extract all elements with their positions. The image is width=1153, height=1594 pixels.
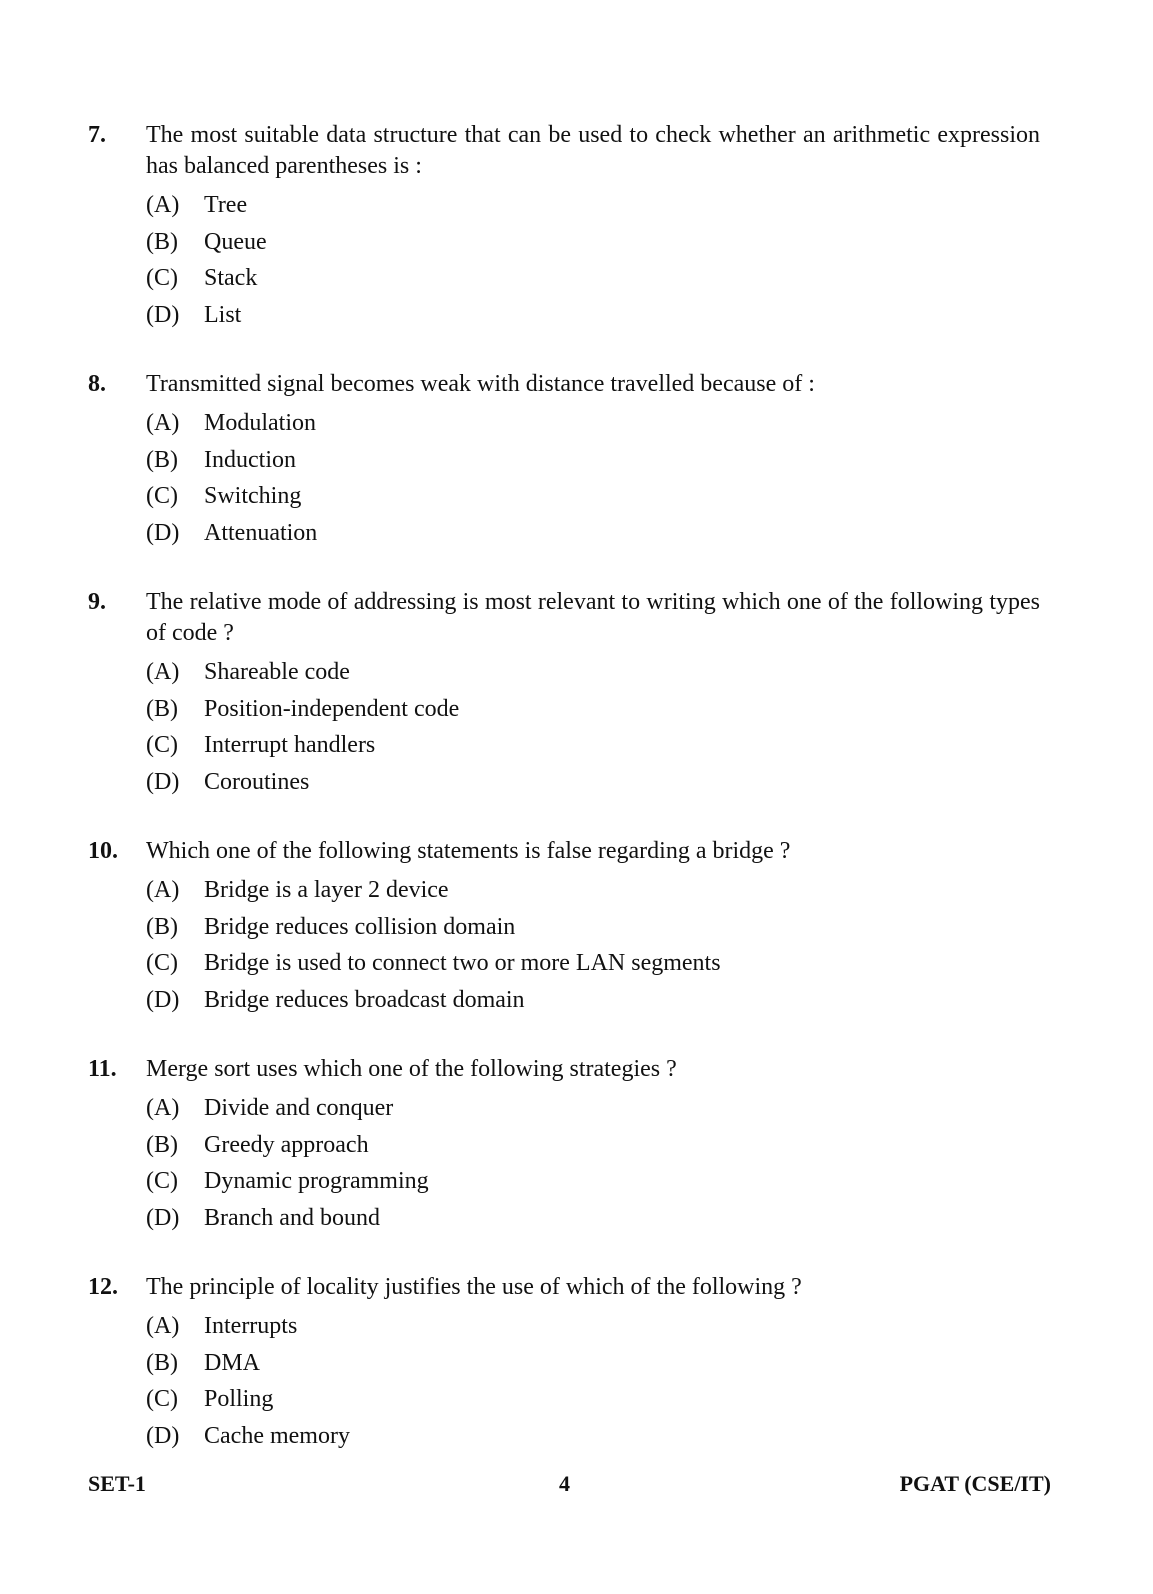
option-c <box>146 1163 1040 1200</box>
option-label: (D) <box>146 768 180 795</box>
option-label: (B) <box>146 228 178 255</box>
option-c <box>146 727 1040 764</box>
option-d <box>146 764 1040 801</box>
option-a <box>146 654 1040 691</box>
option-text: Interrupts <box>204 1313 298 1339</box>
option-label: (A) <box>146 410 180 436</box>
option-b <box>146 691 1040 728</box>
option-b <box>146 1345 1040 1382</box>
option-text: Stack <box>204 265 258 291</box>
footer-page-number: 4 <box>559 1471 570 1496</box>
option-text: Polling <box>204 1386 274 1412</box>
question-7 <box>88 120 1040 333</box>
option-label: (B) <box>146 1131 178 1158</box>
option-c <box>146 478 1040 515</box>
option-label: (C) <box>146 1386 178 1412</box>
option-label: (D) <box>146 519 180 546</box>
option-text: Branch and bound <box>204 1204 380 1231</box>
option-text: Position-independent code <box>204 695 460 722</box>
question-text: The relative mode of addressing is most relevant to writing which one of the following types of code ? <box>146 589 1040 646</box>
option-text: Dynamic programming <box>204 1168 429 1194</box>
option-label: (B) <box>146 446 178 473</box>
option-c <box>146 1381 1040 1418</box>
footer-exam-code: PGAT (CSE/IT) <box>899 1471 1051 1496</box>
option-label: (D) <box>146 301 180 328</box>
question-9 <box>88 587 1040 800</box>
option-text: Bridge reduces collision domain <box>204 913 516 940</box>
option-text: Divide and conquer <box>204 1095 394 1121</box>
option-list <box>146 187 1040 333</box>
option-label: (A) <box>146 1313 180 1339</box>
option-label: (A) <box>146 659 180 685</box>
option-a <box>146 187 1040 224</box>
option-label: (C) <box>146 950 178 976</box>
question-8 <box>88 369 1040 551</box>
option-label: (C) <box>146 265 178 291</box>
option-text: Bridge reduces broadcast domain <box>204 986 525 1013</box>
option-text: DMA <box>204 1349 261 1376</box>
option-label: (B) <box>146 1349 178 1376</box>
option-label: (A) <box>146 877 180 903</box>
option-list <box>146 1308 1040 1454</box>
question-text: Merge sort uses which one of the following strategies ? <box>146 1056 677 1082</box>
option-d <box>146 982 1040 1019</box>
option-text: Switching <box>204 483 302 509</box>
option-label: (C) <box>146 732 178 758</box>
option-text: Interrupt handlers <box>204 732 376 758</box>
option-label: (C) <box>146 1168 178 1194</box>
option-text: Induction <box>204 446 296 473</box>
option-d <box>146 1418 1040 1455</box>
option-label: (D) <box>146 1204 180 1231</box>
option-list <box>146 872 1040 1018</box>
question-number: 9. <box>88 589 106 615</box>
option-b <box>146 909 1040 946</box>
option-text: Cache memory <box>204 1422 350 1449</box>
option-a <box>146 1308 1040 1345</box>
option-label: (B) <box>146 913 178 940</box>
option-label: (D) <box>146 986 180 1013</box>
option-d <box>146 515 1040 552</box>
question-number: 8. <box>88 371 106 397</box>
option-list <box>146 1090 1040 1236</box>
option-d <box>146 297 1040 334</box>
question-text: The most suitable data structure that can be used to check whether an arithmetic expression has balanced parentheses is : <box>146 122 1040 179</box>
option-text: Bridge is a layer 2 device <box>204 877 449 903</box>
option-c <box>146 260 1040 297</box>
question-text: The principle of locality justifies the use of which of the following ? <box>146 1274 802 1300</box>
option-b <box>146 224 1040 261</box>
option-a <box>146 1090 1040 1127</box>
option-label: (A) <box>146 192 180 218</box>
option-b <box>146 1127 1040 1164</box>
question-10 <box>88 836 1040 1018</box>
option-text: List <box>204 301 242 328</box>
option-label: (C) <box>146 483 178 509</box>
option-list <box>146 654 1040 800</box>
question-12 <box>88 1272 1040 1454</box>
option-text: Attenuation <box>204 519 318 546</box>
option-label: (B) <box>146 695 178 722</box>
question-number: 7. <box>88 122 106 148</box>
option-text: Shareable code <box>204 659 350 685</box>
option-text: Queue <box>204 228 267 255</box>
option-text: Coroutines <box>204 768 310 795</box>
question-number: 11. <box>88 1056 117 1082</box>
option-list <box>146 405 1040 551</box>
option-label: (A) <box>146 1095 180 1121</box>
question-number: 12. <box>88 1274 118 1300</box>
question-text: Transmitted signal becomes weak with distance travelled because of : <box>146 371 815 397</box>
option-a <box>146 872 1040 909</box>
option-text: Greedy approach <box>204 1131 369 1158</box>
option-d <box>146 1200 1040 1237</box>
question-text: Which one of the following statements is false regarding a bridge ? <box>146 838 791 864</box>
option-c <box>146 945 1040 982</box>
option-text: Bridge is used to connect two or more LAN segments <box>204 950 721 976</box>
question-number: 10. <box>88 838 118 864</box>
option-b <box>146 442 1040 479</box>
question-11 <box>88 1054 1040 1236</box>
footer-set-label: SET-1 <box>88 1471 146 1496</box>
option-text: Modulation <box>204 410 316 436</box>
option-text: Tree <box>204 192 248 218</box>
option-label: (D) <box>146 1422 180 1449</box>
option-a <box>146 405 1040 442</box>
